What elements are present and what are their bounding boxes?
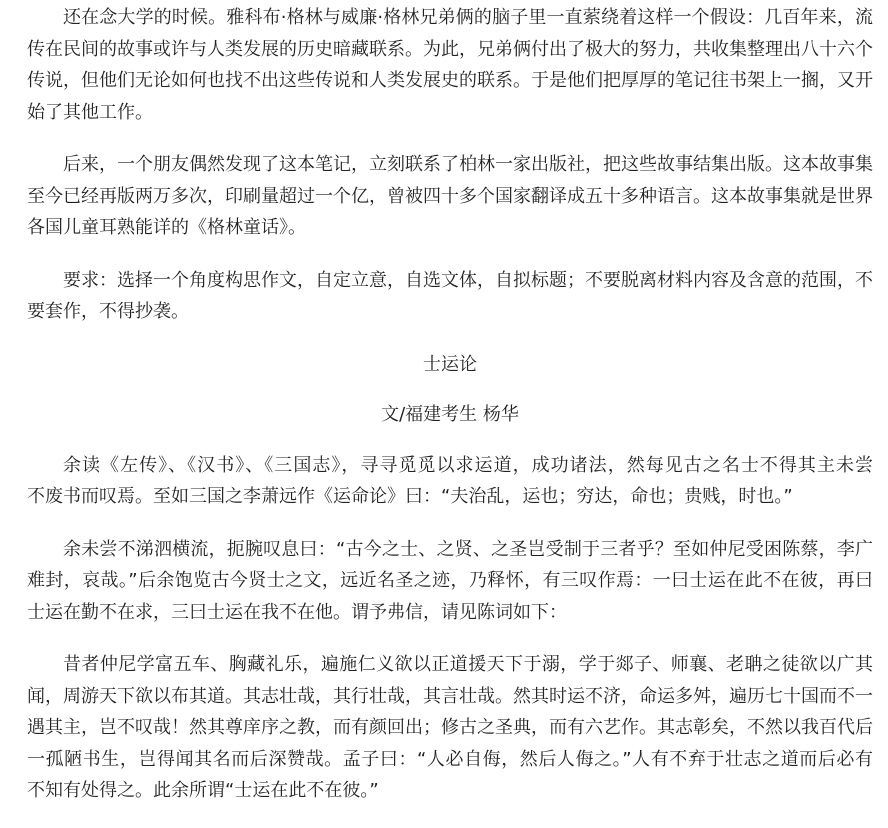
text-line: 传在民间的故事或许与人类发展的历史暗藏联系。为此，兄弟俩付出了极大的努力，共收集整理出八十六个 — [27, 38, 873, 60]
essay-byline: 文/福建考生 杨华 — [381, 404, 519, 425]
text-line: 始了其他工作。 — [27, 101, 153, 123]
text-line: 要求：选择一个角度构思作文，自定立意，自选文体，自拟标题；不要脱离材料内容及含意的范围，不 — [63, 269, 873, 291]
text-line: 余未尝不涕泗横流，扼腕叹息曰：“古今之士、之贤、之圣岂受制于三者乎？至如仲尼受困陈蔡，李广 — [63, 538, 873, 560]
essay-title: 士运论 — [423, 353, 477, 375]
text-line: 传说，但他们无论如何也找不出这些传说和人类发展史的联系。于是他们把厚厚的笔记往书架上一搁，又开 — [27, 70, 873, 91]
essay-section — [27, 450, 873, 807]
text-line: 要套作，不得抄袭。 — [27, 301, 189, 322]
paragraph — [27, 149, 873, 244]
text-line: 闻，周游天下欲以布其道。其志壮哉，其行壮哉，其言壮哉。然其时运不济，命运多舛，遍历七十国而不一 — [27, 685, 873, 707]
text-line: 难封，哀哉。”后余饱览古今贤士之文，远近名圣之迹，乃释怀，有三叹作焉：一曰士运在此不在彼，再曰 — [27, 570, 873, 591]
text-line: 遇其主，岂不叹哉！然其尊庠序之教，而有颜回出；修古之圣典，而有六艺作。其志彰矣，不然以我百代后 — [27, 717, 873, 738]
material-section — [27, 2, 873, 328]
text-line: 士运在勤不在求，三曰士运在我不在他。谓予弗信，请见陈词如下： — [27, 601, 567, 623]
text-line: 各国儿童耳熟能详的《格林童话》。 — [27, 217, 306, 238]
text-line: 一孤陋书生，岂得闻其名而后深赞哉。孟子曰：“人必自侮，然后人侮之。”人有不弃于壮志之道而后必有 — [27, 748, 873, 770]
text-line: 余读《左传》、《汉书》、《三国志》，寻寻觅觅以求运道，成功诸法，然每见古之名士不得其主未尝 — [63, 454, 873, 476]
paragraph — [27, 534, 873, 629]
text-line: 后来，一个朋友偶然发现了这本笔记，立刻联系了柏林一家出版社，把这些故事结集出版。这本故事集 — [63, 154, 873, 175]
paragraph — [27, 265, 873, 328]
text-line: 不知有处得之。此余所谓“士运在此不在彼。” — [27, 780, 379, 801]
text-line: 至今已经再版两万多次，印刷量超过一个亿，曾被四十多个国家翻译成五十多种语言。这本故事集就是世界 — [27, 185, 873, 207]
text-line: 不废书而叹焉。至如三国之李萧远作《运命论》曰：“夫治乱，运也；穷达，命也；贵贱，时也。” — [27, 486, 793, 507]
text-line: 昔者仲尼学富五车、胸藏礼乐，遍施仁义欲以正道援天下于溺，学于郯子、师襄、老聃之徒欲以广其 — [63, 654, 873, 675]
document-body — [27, 2, 873, 828]
paragraph — [27, 450, 873, 513]
paragraph — [27, 2, 873, 128]
paragraph — [27, 649, 873, 807]
text-line: 还在念大学的时候。雅科布·格林与威廉·格林兄弟俩的脑子里一直萦绕着这样一个假设：几百年来，流 — [63, 7, 873, 28]
